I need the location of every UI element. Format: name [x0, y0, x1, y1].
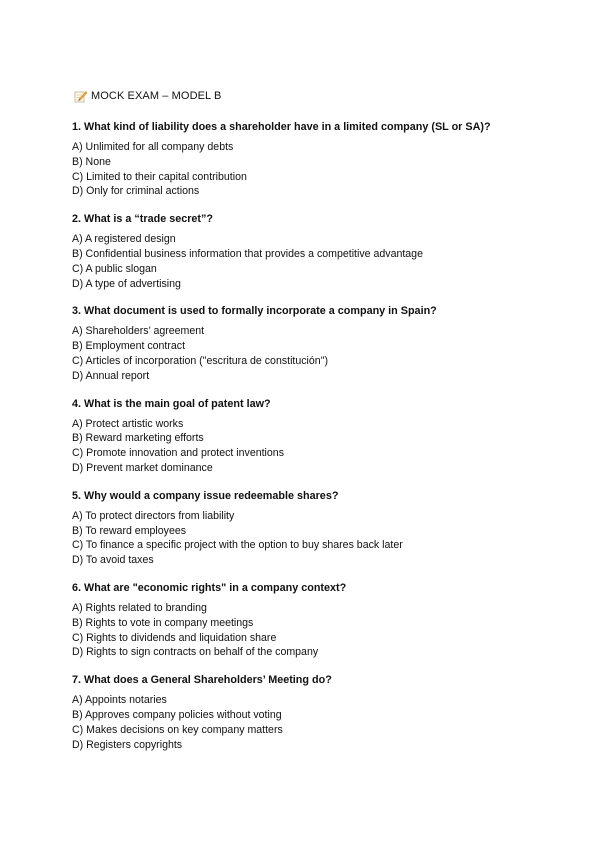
question-text: 1. What kind of liability does a shareholder have in a limited company (SL or SA)? [72, 121, 491, 133]
answer-option: B) None [72, 155, 111, 168]
question-block [72, 398, 542, 476]
question-block [72, 490, 542, 568]
answer-option: C) Articles of incorporation ("escritura de constitución") [72, 354, 328, 367]
answer-option: B) Employment contract [72, 340, 186, 353]
answer-option: A) Shareholders’ agreement [72, 325, 205, 338]
question-text: 6. What are "economic rights" in a company context? [72, 581, 347, 594]
document-title [74, 89, 221, 103]
question-block [72, 305, 542, 383]
question-list [72, 121, 542, 766]
answer-option: B) Approves company policies without voting [72, 708, 282, 721]
question-block [72, 213, 542, 291]
answer-option: A) A registered design [72, 233, 176, 246]
answer-option: A) Protect artistic works [72, 417, 184, 430]
question-block [72, 121, 542, 199]
answer-option: C) A public slogan [72, 262, 157, 275]
question-text: 2. What is a “trade secret”? [72, 213, 214, 226]
question-text: 5. Why would a company issue redeemable shares? [72, 489, 339, 502]
answer-option: D) To avoid taxes [72, 554, 154, 567]
answer-option: C) Makes decisions on key company matters [72, 723, 283, 736]
answer-option: C) To finance a specific project with the option to buy shares back later [72, 539, 403, 552]
question-block [72, 674, 542, 752]
memo-pencil-icon [74, 89, 88, 103]
answer-option: B) To reward employees [72, 524, 187, 537]
answer-option: D) Only for criminal actions [72, 185, 200, 198]
answer-option: D) Rights to sign contracts on behalf of the company [72, 646, 319, 659]
answer-option: A) Rights related to branding [72, 601, 207, 614]
question-block [72, 582, 542, 660]
answer-option: D) Annual report [72, 369, 150, 382]
answer-option: A) To protect directors from liability [72, 509, 235, 522]
answer-option: D) Registers copyrights [72, 738, 183, 751]
answer-option: B) Reward marketing efforts [72, 432, 204, 445]
answer-option: C) Rights to dividends and liquidation share [72, 631, 277, 644]
answer-option: C) Limited to their capital contribution [72, 170, 247, 183]
answer-option: B) Confidential business information that provides a competitive advantage [72, 247, 423, 260]
question-text: 3. What document is used to formally incorporate a company in Spain? [72, 305, 437, 318]
answer-option: D) Prevent market dominance [72, 461, 213, 474]
answer-option: D) A type of advertising [72, 277, 181, 290]
question-text: 4. What is the main goal of patent law? [72, 397, 271, 410]
answer-option: B) Rights to vote in company meetings [72, 616, 254, 629]
answer-option: A) Unlimited for all company debts [72, 141, 234, 153]
document-title-text: MOCK EXAM – MODEL B [91, 90, 222, 102]
answer-option: A) Appoints notaries [72, 694, 167, 707]
question-text: 7. What does a General Shareholders’ Meeting do? [72, 674, 332, 687]
answer-option: C) Promote innovation and protect inventions [72, 447, 284, 460]
